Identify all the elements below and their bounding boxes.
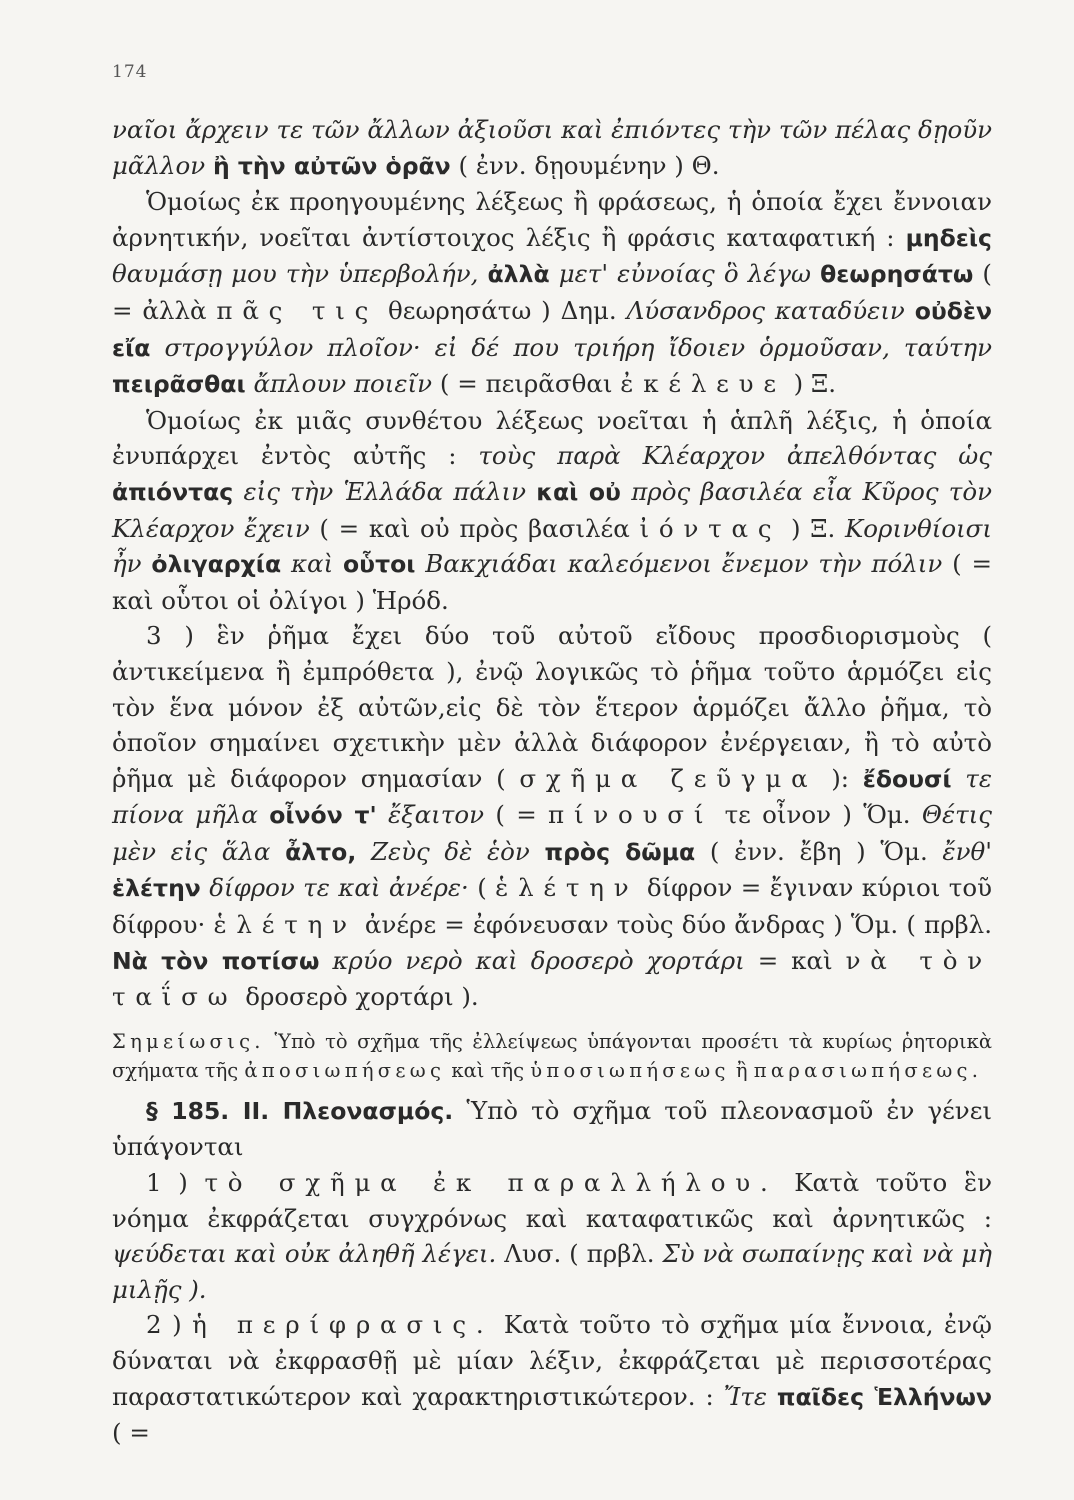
italic-text: ἔξαιτον xyxy=(387,800,484,830)
plain-text: ) Ξ. xyxy=(791,513,836,543)
plain-text: ( = ἀλλὰ xyxy=(112,259,992,325)
paragraph-periphrasis xyxy=(112,1307,992,1450)
page-number: 174 xyxy=(112,62,148,82)
plain-text: ( = καὶ οὐ πρὸς βασιλέα xyxy=(319,513,630,543)
plain-text: ἢ xyxy=(735,1058,748,1082)
plain-text: 2 ) xyxy=(146,1310,182,1340)
italic-text: Κορινθίοισι ἦν xyxy=(112,513,992,579)
paragraph-zeugma xyxy=(112,618,992,1015)
spaced-text: ἡ περίφρασις. xyxy=(192,1310,494,1340)
bold-text: ἀλλὰ xyxy=(487,260,550,289)
plain-text: Κατὰ τοῦτο τὸ σχῆμα μία ἔννοια, ἐνῷ δύναται νὰ ἐκφρασθῇ μὲ μίαν λέξιν, ἐκφράζεται μὲ περισσοτέρας παραστατικώτερον καὶ χαρακτηριστικώτερον. : xyxy=(112,1310,992,1411)
plain-text: Λυσ. ( πρβλ. xyxy=(504,1239,655,1269)
italic-text: Θέτις μὲν εἰς ἅλα xyxy=(112,800,992,866)
italic-text: δίφρον τε καὶ ἀνέρε· xyxy=(209,873,469,903)
bold-text: πρὸς δῶμα xyxy=(544,837,696,866)
plain-text: ( ἐνν. δῃουμένην ) Θ. xyxy=(458,150,720,180)
bold-text: ἆλτο, xyxy=(285,837,357,866)
bold-text: ἢ τὴν αὐτῶν ὁρᾶν xyxy=(212,151,451,180)
plain-text: Ὑπὸ τὸ σχῆμα τοῦ πλεονασμοῦ ἐν γένει ὑπάγονται xyxy=(112,1095,992,1162)
plain-text: ( = xyxy=(495,800,537,830)
spaced-text: ἐκέλευε xyxy=(620,369,786,399)
italic-text: θαυμάσῃ μου τὴν ὑπερβολήν, xyxy=(112,259,479,289)
plain-text: ( xyxy=(477,873,487,903)
spaced-text: ἰόντας xyxy=(639,513,782,543)
italic-text: ἔνθ' xyxy=(942,836,992,866)
plain-text: τε οἶνον ) Ὅμ. xyxy=(724,800,911,830)
spaced-text: ὑποσιωπήσεως xyxy=(530,1058,730,1082)
paragraph-continuation xyxy=(112,112,992,184)
italic-text: ναῖοι ἄρχειν τε τῶν ἄλλων ἀξιοῦσι καὶ ἐπιόντες τὴν τῶν πέλας δῃοῦν μᾶλλον xyxy=(112,115,992,180)
plain-text: = καὶ xyxy=(757,945,833,975)
section-heading: § 185. II. Πλεονασμός. xyxy=(146,1096,454,1125)
bold-text: θεωρησάτω xyxy=(820,260,974,289)
paragraph-negative-implied xyxy=(112,184,992,403)
plain-text: ( = xyxy=(112,1418,150,1448)
section-185 xyxy=(112,1093,992,1165)
bold-text: ἑλέτην xyxy=(112,874,201,903)
plain-text: Ὁμοίως ἐκ μιᾶς συνθέτου λέξεως νοεῖται ἡ ἁπλῆ λέξις, ἡ ὁποία ἐνυπάρχει ἐντὸς αὐτῆς : xyxy=(112,405,992,471)
plain-text: ἀνέρε = ἐφόνευσαν τοὺς δύο ἄνδρας ) Ὅμ. ( πρβλ. xyxy=(364,910,992,940)
plain-text: θεωρησάτω ) Δημ. xyxy=(388,295,617,325)
bold-text: μηδεὶς xyxy=(905,223,992,252)
bold-text: παῖδες Ἑλλήνων xyxy=(776,1382,992,1411)
bold-text: οὗτοι xyxy=(343,550,416,579)
italic-text: τοὺς παρὰ Κλέαρχον ἀπελθόντας ὡς xyxy=(478,441,992,471)
plain-text: Κατὰ τοῦτο ἓν νόημα ἐκφράζεται συγχρόνως καὶ καταφατικῶς καὶ ἀρνητικῶς : xyxy=(112,1168,992,1233)
spaced-text: σχῆμα ζεῦγμα xyxy=(519,763,818,793)
spaced-text: πᾶς τις xyxy=(216,295,379,325)
italic-text: Ἴτε xyxy=(723,1381,767,1411)
italic-text: εἰς τὴν Ἑλλάδα πάλιν xyxy=(243,476,526,506)
bold-text: ὀλιγαρχία xyxy=(151,550,282,579)
italic-text: ἄπλουν ποιεῖν xyxy=(253,369,433,399)
plain-text: ( = πειρᾶσθαι xyxy=(439,369,613,399)
bold-text: πειρᾶσθαι xyxy=(112,370,246,399)
plain-text: καὶ τῆς xyxy=(451,1058,524,1082)
plain-text: δροσερὸ χορτάρι ). xyxy=(245,982,479,1012)
spaced-text: ἑλέτην xyxy=(213,910,357,940)
italic-text: καὶ xyxy=(290,549,334,579)
page-text xyxy=(112,112,992,1451)
bold-text: Νὰ τὸν ποτίσω xyxy=(112,946,320,975)
italic-text: ψεύδεται καὶ οὐκ ἀληθῆ λέγει. xyxy=(112,1239,497,1269)
plain-text: ) Ξ. xyxy=(793,369,837,399)
note-paragraph xyxy=(112,1027,992,1085)
spaced-text: τὸ σχῆμα ἐκ παραλλήλου. xyxy=(204,1168,778,1198)
spaced-text: ἑλέτην xyxy=(495,873,639,903)
italic-text: πρὸς βασιλέα εἶα Κῦρος τὸν Κλέαρχον ἔχειν xyxy=(112,476,992,543)
italic-text: μετ' εὐνοίας ὃ λέγω xyxy=(558,259,812,289)
paragraph-parallel xyxy=(112,1165,992,1307)
plain-text: 1 ) xyxy=(146,1168,188,1198)
plain-text: ): xyxy=(831,763,850,793)
bold-text: ἔδουσί xyxy=(862,764,952,793)
plain-text: δίφρον = ἔγιναν κύριοι τοῦ δίφρου· xyxy=(112,873,992,940)
bold-text: καὶ οὐ xyxy=(536,477,621,506)
plain-text: Ὁμοίως ἐκ προηγουμένης λέξεως ἢ φράσεως, ἡ ὁποία ἔχει ἔννοιαν ἀρνητικήν, νοεῖται ἀντίστοιχος λέξις ἢ φράσις καταφατική : xyxy=(112,187,992,252)
paragraph-compound-word xyxy=(112,403,992,619)
plain-text: ( = καὶ οὗτοι οἱ ὀλίγοι ) Ἡρόδ. xyxy=(112,549,992,615)
plain-text: Ὑπὸ τὸ σχῆμα τῆς ἐλλείψεως ὑπάγονται προσέτι τὰ κυρίως ῥητορικὰ σχήματα τῆς xyxy=(112,1029,992,1082)
spaced-text: Σημείωσις. xyxy=(112,1029,265,1053)
italic-text: Σὺ νὰ σωπαίνῃς καὶ νὰ μὴ μιλῇς ). xyxy=(112,1239,992,1304)
italic-text: Ζεὺς δὲ ἑὸν xyxy=(370,836,530,866)
bold-text: ἀπιόντας xyxy=(112,477,234,506)
spaced-text: ἀποσιωπήσεως xyxy=(244,1058,446,1082)
spaced-text: παρασιωπήσεως. xyxy=(753,1058,983,1082)
italic-text: στρογγύλον πλοῖον· εἰ δέ που τριήρη ἴδοιεν ὁρμοῦσαν, ταύτην xyxy=(164,332,992,362)
bold-text: οἶνόν τ' xyxy=(269,801,377,830)
spaced-text: πίνουσί xyxy=(548,800,714,830)
italic-text: τε πίονα μῆλα xyxy=(112,763,992,830)
plain-text: ( ἐνν. ἔβη ) Ὅμ. xyxy=(709,836,928,866)
italic-text: Λύσανδρος καταδύειν xyxy=(626,295,905,325)
bold-text: οὐδὲν εἴα xyxy=(112,296,993,362)
italic-text: Βακχιάδαι καλεόμενοι ἔνεμον τὴν πόλιν xyxy=(425,549,943,579)
italic-text: κρύο νερὸ καὶ δροσερὸ χορτάρι xyxy=(332,945,745,975)
plain-text: 3 ) ἓν ῥῆμα ἔχει δύο τοῦ αὐτοῦ εἴδους προσδιορισμοὺς ( ἀντικείμενα ἢ ἐμπρόθετα ), ἐνῷ λογικῶς τὸ ῥῆμα τοῦτο ἁρμόζει εἰς τὸν ἕνα μόνον ἐξ αὐτῶν,εἰς δὲ τὸν ἕτερον ἁρμόζει ἄλλο ῥῆμα, τὸ ὁποῖον σημαίνει σχετικὴν μὲν ἀλλὰ διάφορον ἐνέργειαν, ἢ τὸ αὐτὸ ῥῆμα μὲ διάφορον σημασίαν ( xyxy=(112,621,992,793)
spaced-text: νὰ τὸν ταΐσω xyxy=(112,945,992,1012)
